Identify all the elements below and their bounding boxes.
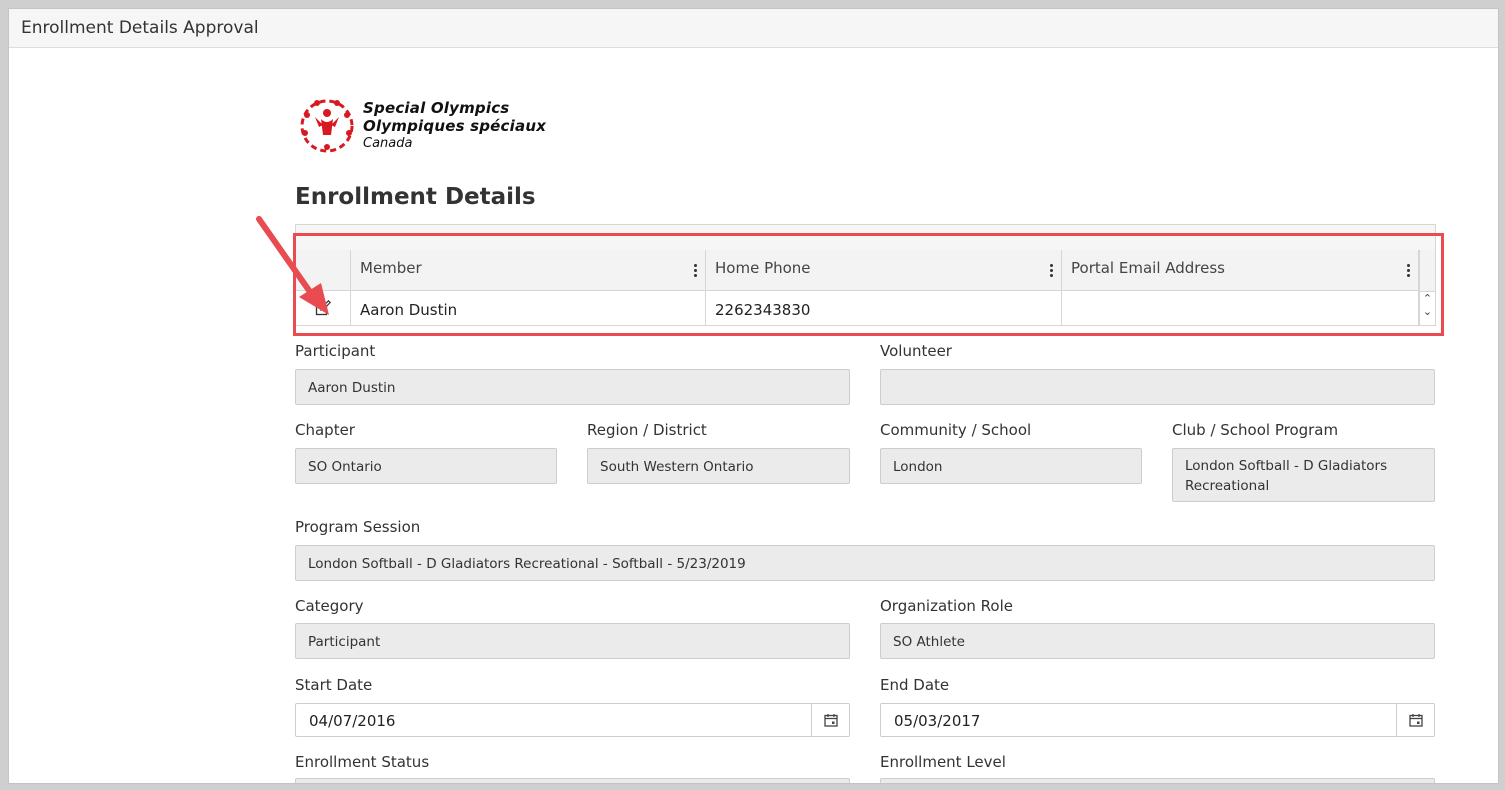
page-title: Enrollment Details bbox=[295, 184, 536, 210]
region-label: Region / District bbox=[587, 421, 707, 439]
logo-line-1: Special Olympics bbox=[363, 99, 510, 117]
chapter-label: Chapter bbox=[295, 421, 355, 439]
start-date-input[interactable] bbox=[295, 703, 850, 737]
edit-icon[interactable] bbox=[315, 300, 331, 316]
community-field: London bbox=[880, 448, 1142, 484]
volunteer-label: Volunteer bbox=[880, 342, 952, 360]
grid-header-row bbox=[296, 250, 1419, 291]
column-header-home-phone[interactable] bbox=[706, 250, 1062, 290]
table-row[interactable] bbox=[296, 291, 1419, 325]
grid-header-action bbox=[296, 250, 351, 290]
member-cell: Aaron Dustin bbox=[351, 291, 706, 325]
calendar-icon bbox=[824, 713, 838, 727]
column-header-label: Home Phone bbox=[715, 259, 811, 277]
end-date-value: 05/03/2017 bbox=[894, 712, 981, 730]
members-grid bbox=[295, 224, 1436, 326]
column-menu-icon[interactable] bbox=[694, 264, 697, 278]
portal-email-cell bbox=[1062, 291, 1419, 325]
column-menu-icon[interactable] bbox=[1050, 264, 1053, 278]
logo-line-3: Canada bbox=[363, 136, 413, 151]
enrollment-status-label: Enrollment Status bbox=[295, 753, 430, 771]
calendar-icon bbox=[1409, 713, 1423, 727]
app-window bbox=[8, 8, 1499, 784]
grid-toolbar bbox=[296, 225, 1435, 251]
region-field: South Western Ontario bbox=[587, 448, 850, 484]
chevron-up-icon[interactable]: ⌃ bbox=[1422, 292, 1433, 305]
column-header-member[interactable] bbox=[351, 250, 706, 290]
column-header-label: Member bbox=[360, 259, 422, 277]
program-session-field: London Softball - D Gladiators Recreational - Softball - 5/23/2019 bbox=[295, 545, 1435, 581]
org-role-field: SO Athlete bbox=[880, 623, 1435, 659]
org-role-label: Organization Role bbox=[880, 597, 1013, 615]
club-field: London Softball - D Gladiators Recreational bbox=[1172, 448, 1435, 502]
logo-line-2: Olympiques spéciaux bbox=[363, 117, 547, 135]
end-date-input[interactable] bbox=[880, 703, 1435, 737]
chevron-down-icon[interactable]: ⌄ bbox=[1422, 305, 1433, 318]
enrollment-level-label: Enrollment Level bbox=[880, 753, 1006, 771]
special-olympics-logo bbox=[295, 95, 595, 157]
volunteer-field bbox=[880, 369, 1435, 405]
community-label: Community / School bbox=[880, 421, 1032, 439]
end-date-picker-button[interactable] bbox=[1396, 704, 1434, 736]
column-menu-icon[interactable] bbox=[1407, 264, 1410, 278]
start-date-picker-button[interactable] bbox=[811, 704, 849, 736]
category-label: Category bbox=[295, 597, 364, 615]
club-label: Club / School Program bbox=[1172, 421, 1339, 439]
window-title: Enrollment Details Approval bbox=[9, 9, 1498, 48]
chapter-field: SO Ontario bbox=[295, 448, 557, 484]
home-phone-cell: 2262343830 bbox=[706, 291, 1062, 325]
end-date-label: End Date bbox=[880, 676, 950, 694]
category-field: Participant bbox=[295, 623, 850, 659]
enrollment-level-field[interactable] bbox=[880, 778, 1435, 784]
program-session-label: Program Session bbox=[295, 518, 421, 536]
participant-label: Participant bbox=[295, 342, 376, 360]
column-header-label: Portal Email Address bbox=[1071, 259, 1225, 277]
grid-scrollbar[interactable] bbox=[1419, 250, 1435, 325]
row-edit-cell bbox=[296, 291, 351, 325]
enrollment-status-field[interactable] bbox=[295, 778, 850, 784]
special-olympics-emblem-icon bbox=[295, 95, 359, 157]
column-header-portal-email[interactable] bbox=[1062, 250, 1419, 290]
start-date-value: 04/07/2016 bbox=[309, 712, 396, 730]
start-date-label: Start Date bbox=[295, 676, 373, 694]
participant-field: Aaron Dustin bbox=[295, 369, 850, 405]
